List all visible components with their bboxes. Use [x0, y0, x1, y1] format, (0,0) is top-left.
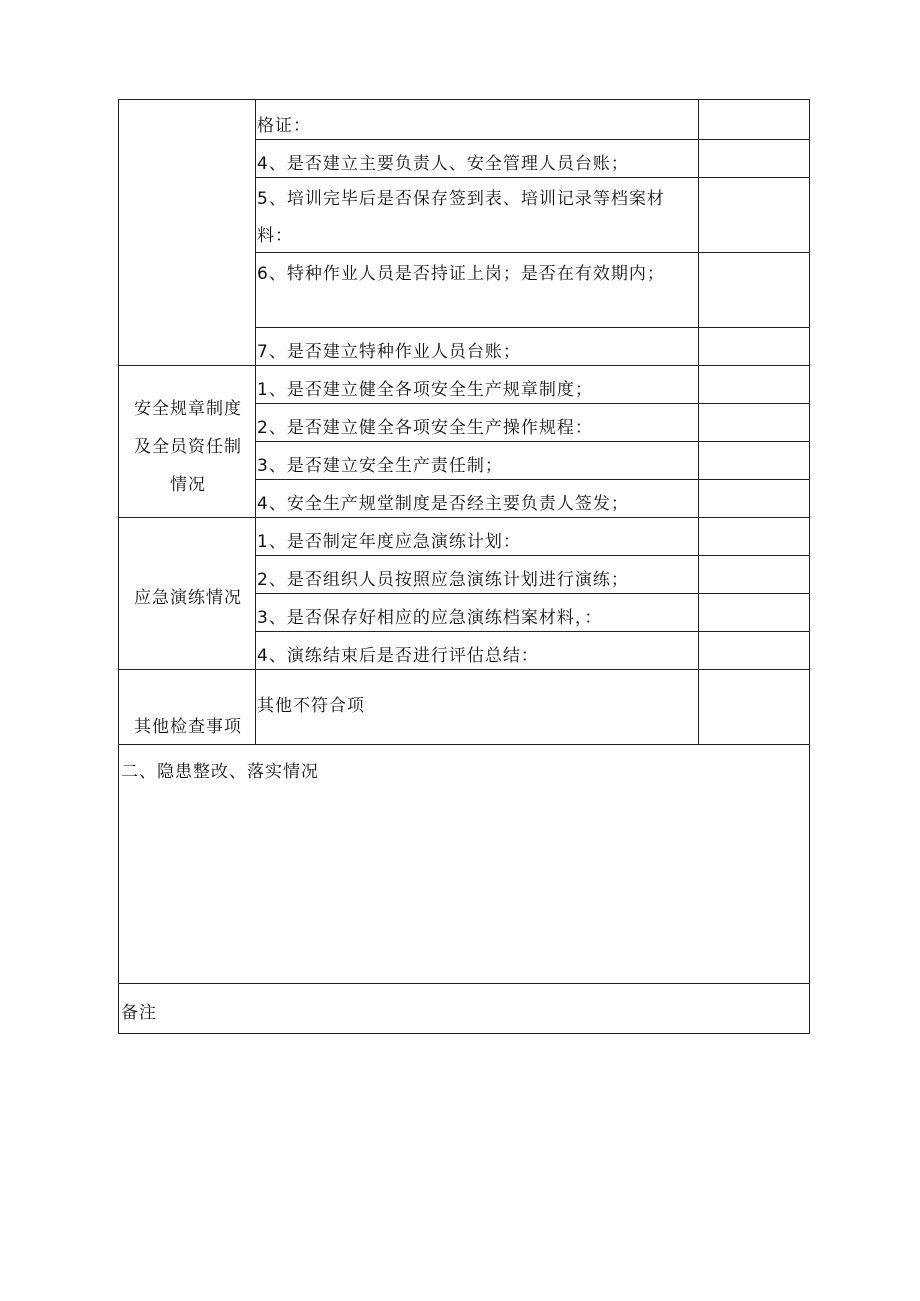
row-divider [119, 983, 810, 984]
check-item: 3、是否建立安全生产责任制； [257, 456, 503, 476]
check-item: 4、演练结束后是否进行评估总结： [257, 646, 539, 666]
check-item: 3、是否保存好相应的应急演练档案材料，： [257, 608, 603, 628]
category-rules-line: 及全员资任制 [134, 437, 242, 457]
check-item: 1、是否建立健全各项安全生产规章制度； [257, 380, 593, 400]
row-divider [256, 327, 810, 328]
check-item: 4、安全生产规堂制度是否经主要负责人签发； [257, 494, 629, 514]
check-item: 1、是否制定年度应急演练计划： [257, 532, 521, 552]
check-item: 2、是否建立健全各项安全生产操作规程： [257, 418, 593, 438]
category-rules [119, 390, 257, 504]
hazard-section-title: 二、隐患整改、落实情况 [121, 762, 319, 782]
category-rules-line: 情况 [170, 475, 206, 495]
check-item: 7、是否建立特种作业人员台账； [257, 342, 521, 362]
inspection-table [118, 99, 810, 1034]
check-item: 6、特种作业人员是否持证上岗；是否在有效期内； [257, 264, 665, 284]
check-item: 格证： [257, 116, 311, 136]
category-drill: 应急演练情况 [134, 588, 242, 608]
category-rules-line: 安全规章制度 [134, 399, 242, 419]
check-item: 2、是否组织人员按照应急演练计划进行演练； [257, 570, 629, 590]
category-other: 其他检查事项 [134, 717, 242, 737]
check-item: 4、是否建立主要负责人、安全管理人员台账； [257, 154, 629, 174]
check-item: 5、培训完毕后是否保存签到表、培训记录等档案材料： [257, 189, 665, 246]
remark-label: 备注 [121, 1003, 157, 1023]
check-item: 其他不符合项 [257, 696, 365, 716]
